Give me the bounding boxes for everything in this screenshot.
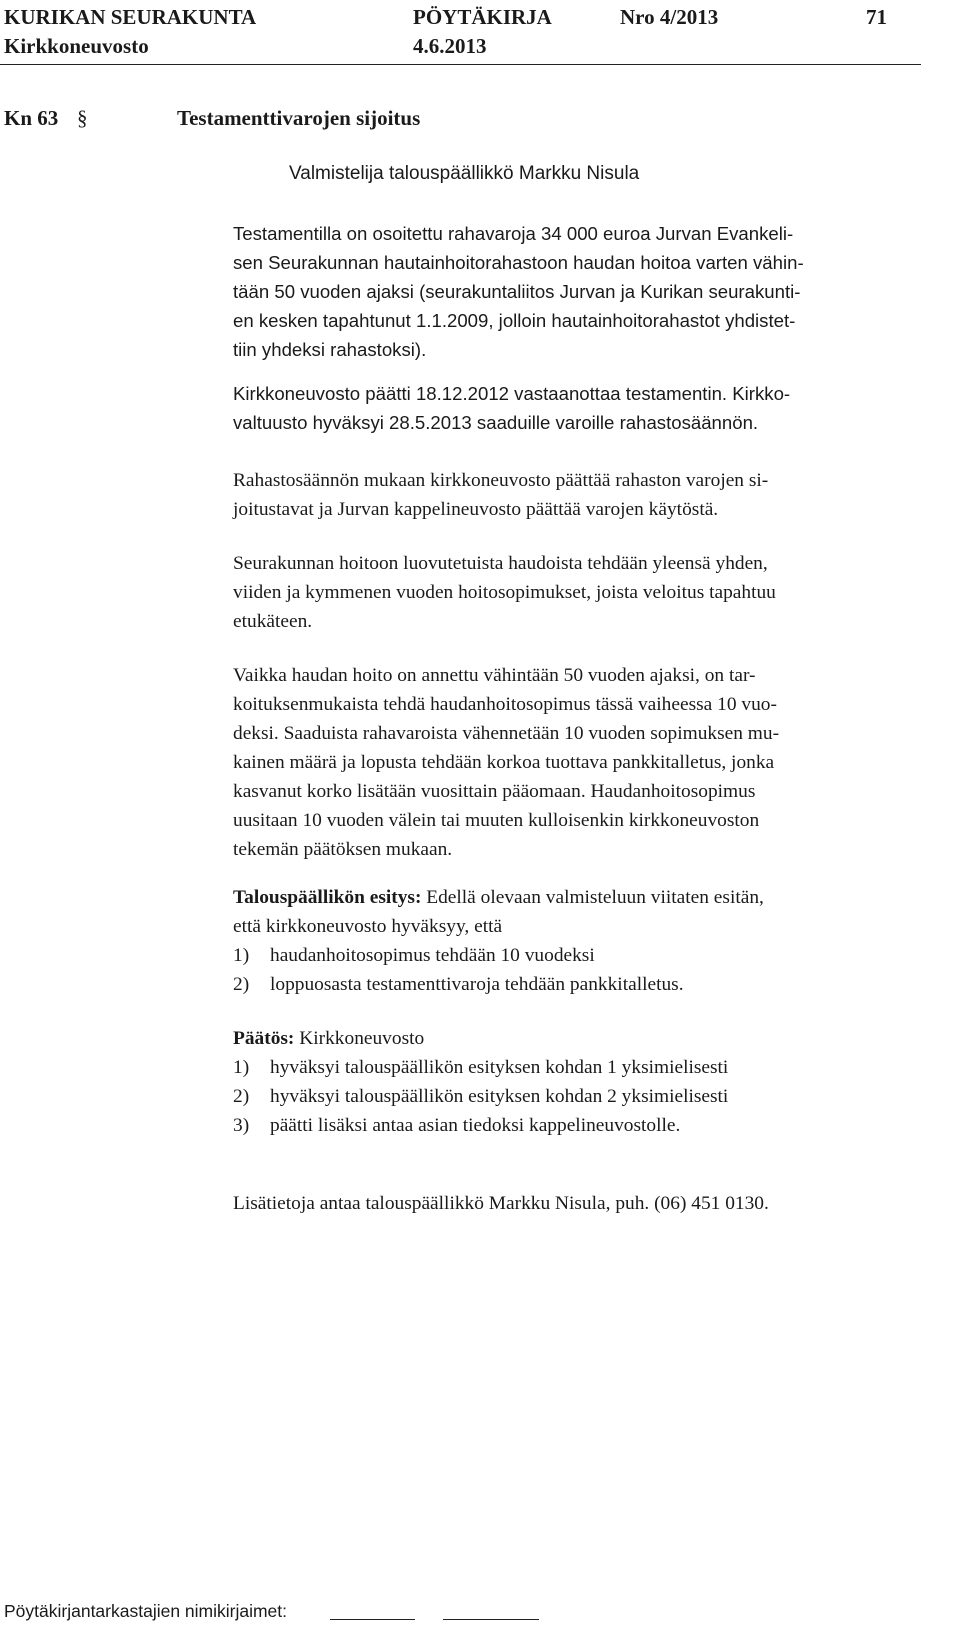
paragraph-3 <box>233 466 901 524</box>
text-line: Kirkkoneuvosto päätti 18.12.2012 vastaanottaa testamentin. Kirkko- <box>233 383 791 404</box>
list-text: loppuosasta testamenttivaroja tehdään pankkitalletus. <box>270 974 684 995</box>
text-line: tekemän päätöksen mukaan. <box>233 839 453 860</box>
list-text: haudanhoitosopimus tehdään 10 vuodeksi <box>270 945 595 966</box>
list-item <box>233 1053 901 1082</box>
decision-list <box>233 1053 901 1140</box>
text-line: uusitaan 10 vuoden välein tai muuten kulloisenkin kirkkoneuvoston <box>233 810 760 831</box>
decision-first-line <box>233 1024 901 1053</box>
section-title: Testamenttivarojen sijoitus <box>177 106 421 130</box>
text-line: joitustavat ja Jurvan kappelineuvosto päättää varojen käytöstä. <box>233 499 719 520</box>
text-line: deksi. Saaduista rahavaroista vähennetään 10 vuoden sopimuksen mu- <box>233 723 780 744</box>
contact-line <box>233 1189 901 1218</box>
list-number: 3) <box>233 1115 250 1136</box>
list-item <box>233 941 901 970</box>
list-number: 2) <box>233 1086 250 1107</box>
text-line: Seurakunnan hoitoon luovutetuista haudoista tehdään yleensä yhden, <box>233 553 768 574</box>
text-line: en kesken tapahtunut 1.1.2009, jolloin hautainhoitorahastot yhdistet- <box>233 310 796 331</box>
text-line: tään 50 vuoden ajaksi (seurakuntaliitos Jurvan ja Kurikan seurakunti- <box>233 281 801 302</box>
preparer-line: Valmistelija talouspäällikkö Markku Nisula <box>289 163 640 184</box>
paragraph-4 <box>233 549 901 636</box>
text-line: kainen määrä ja lopusta tehdään korkoa tuottava pankkitalletus, jonka <box>233 752 775 773</box>
contact-text: Lisätietoja antaa talouspäällikkö Markku Nisula, puh. (06) 451 0130. <box>233 1193 769 1214</box>
text-line: valtuusto hyväksyi 28.5.2013 saaduille varoille rahastosäännön. <box>233 412 759 433</box>
text-line: tiin yhdeksi rahastoksi). <box>233 339 427 360</box>
list-item <box>233 1082 901 1111</box>
text-line: Rahastosäännön mukaan kirkkoneuvosto päättää rahaston varojen si- <box>233 470 769 491</box>
proposal-second-line: että kirkkoneuvosto hyväksyy, että <box>233 916 503 937</box>
list-number: 1) <box>233 945 250 966</box>
meeting-date: 4.6.2013 <box>413 34 487 58</box>
initials-line-1 <box>330 1619 415 1620</box>
text-line: koituksenmukaista tehdä haudanhoitosopimus tässä vaiheessa 10 vuo- <box>233 694 777 715</box>
proposal-lead: Talouspäällikön esitys: <box>233 887 422 908</box>
section-symbol: § <box>77 106 88 130</box>
parish-name: KURIKAN SEURAKUNTA <box>4 5 257 29</box>
list-text: päätti lisäksi antaa asian tiedoksi kappelineuvostolle. <box>270 1115 681 1136</box>
text-line: viiden ja kymmenen vuoden hoitosopimukset, joista veloitus tapahtuu <box>233 582 776 603</box>
text-line: sen Seurakunnan hautainhoitorahastoon haudan hoitoa varten vähin- <box>233 252 804 273</box>
decision-block <box>233 1024 901 1140</box>
proposal-block <box>233 883 901 999</box>
initials-line-2 <box>443 1619 539 1620</box>
header-rule <box>0 64 921 65</box>
paragraph-5 <box>233 661 901 864</box>
text-line: kasvanut korko lisätään vuosittain pääomaan. Haudanhoitosopimus <box>233 781 756 802</box>
list-item <box>233 1111 901 1140</box>
proposal-text: Edellä olevaan valmisteluun viitaten esitän, <box>421 887 764 908</box>
list-number: 2) <box>233 974 250 995</box>
page-number: 71 <box>866 5 887 29</box>
paragraph-2 <box>233 379 901 437</box>
text-line: Vaikka haudan hoito on annettu vähintään 50 vuoden ajaksi, on tar- <box>233 665 756 686</box>
minutes-number: Nro 4/2013 <box>620 5 719 29</box>
text-line: Testamentilla on osoitettu rahavaroja 34 000 euroa Jurvan Evankeli- <box>233 223 794 244</box>
list-text: hyväksyi talouspäällikön esityksen kohdan 2 yksimielisesti <box>270 1086 729 1107</box>
proposal-first-line <box>233 883 901 912</box>
decision-lead: Päätös: <box>233 1028 295 1049</box>
paragraph-1 <box>233 219 901 364</box>
list-number: 1) <box>233 1057 250 1078</box>
document-type: PÖYTÄKIRJA <box>413 5 552 29</box>
decision-text: Kirkkoneuvosto <box>294 1028 425 1049</box>
footer-label: Pöytäkirjantarkastajien nimikirjaimet: <box>4 1601 288 1621</box>
list-text: hyväksyi talouspäällikön esityksen kohdan 1 yksimielisesti <box>270 1057 729 1078</box>
section-id: Kn 63 <box>4 106 59 130</box>
body-name: Kirkkoneuvosto <box>4 34 149 58</box>
proposal-list <box>233 941 901 999</box>
text-line: etukäteen. <box>233 611 313 632</box>
list-item <box>233 970 901 999</box>
